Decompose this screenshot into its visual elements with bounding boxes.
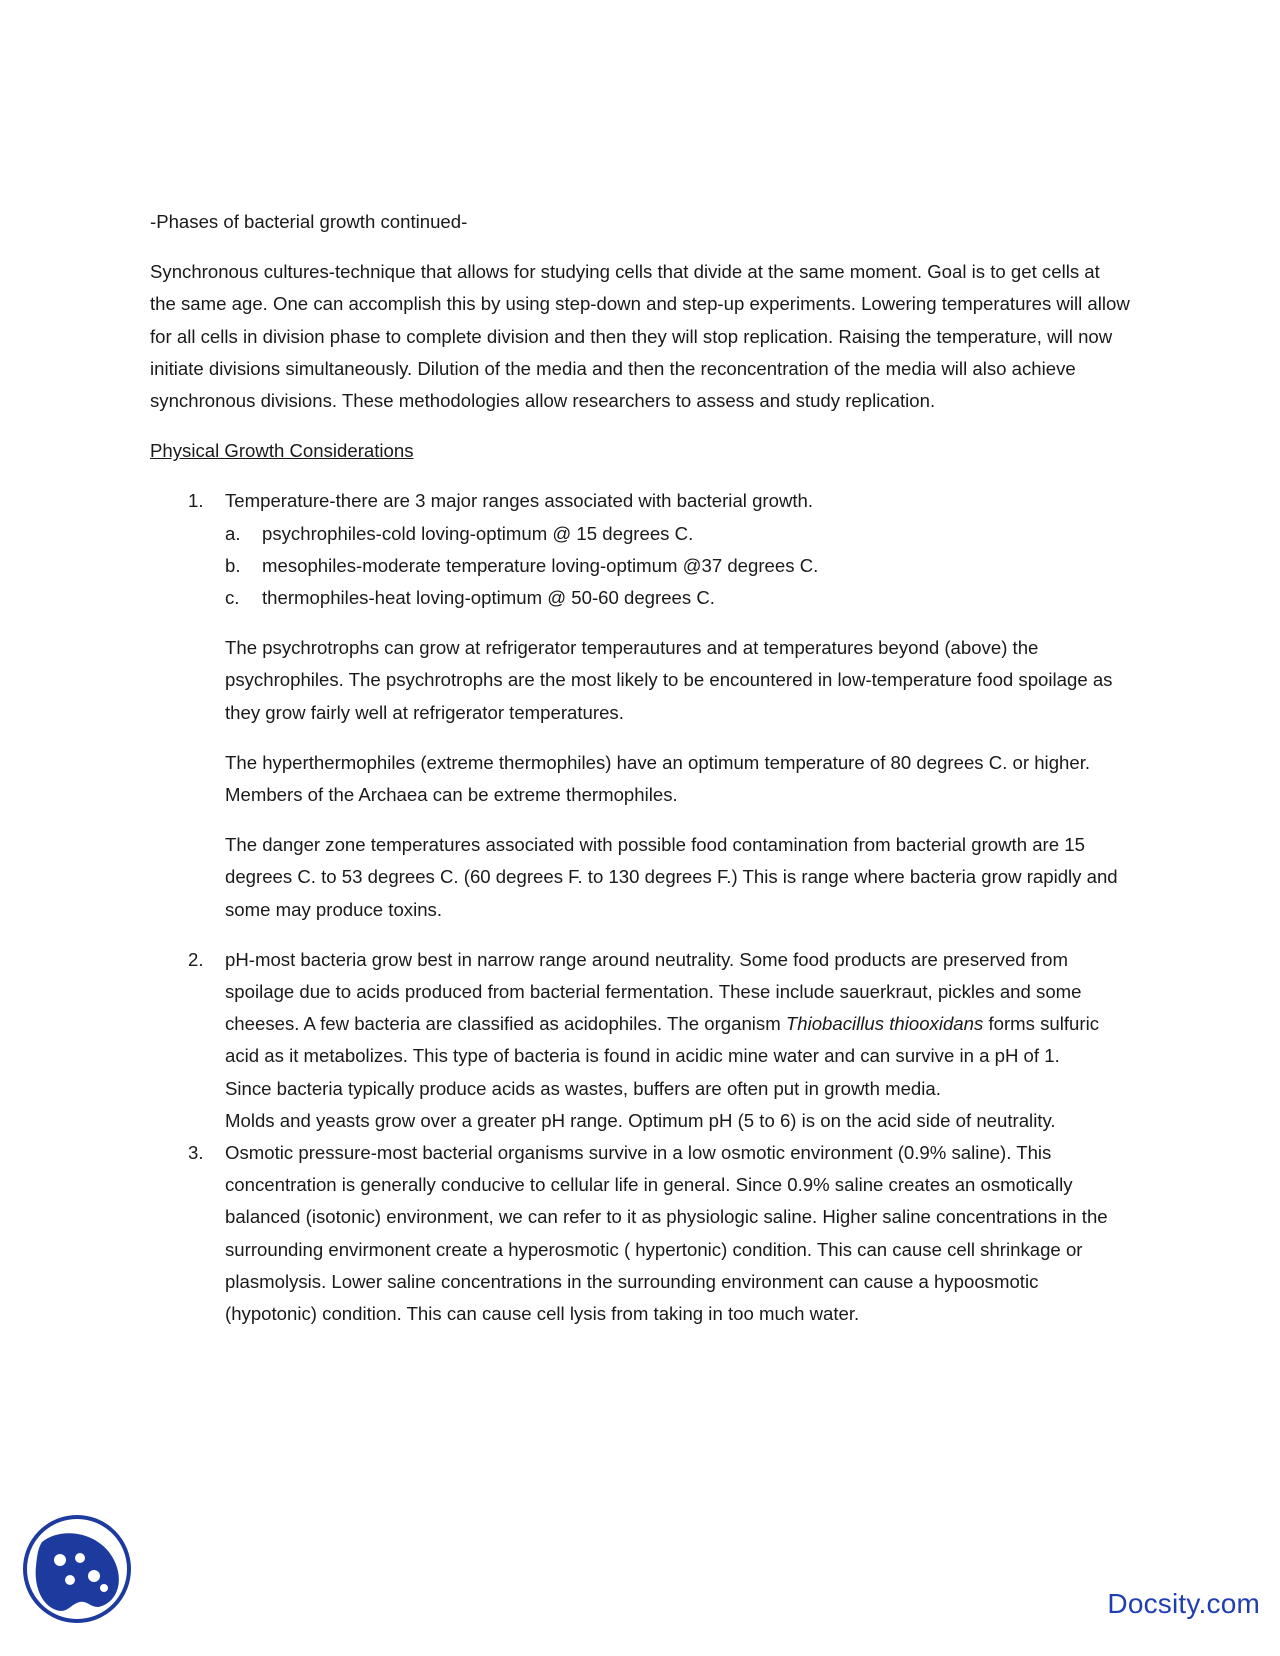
list-item-text: Temperature-there are 3 major ranges associated with bacterial growth. — [225, 490, 814, 512]
docsity-brand-link[interactable]: Docsity.com — [1107, 1588, 1260, 1619]
list-item-text — [225, 944, 1130, 1073]
sub-item-thermophiles — [225, 582, 1130, 614]
list-item-temperature — [150, 485, 1130, 925]
sub-item-text: thermophiles-heat loving-optimum @ 50-60 degrees C. — [262, 587, 715, 609]
ph-buffers-line: Since bacteria typically produce acids as wastes, buffers are often put in growth media. — [225, 1077, 941, 1099]
organism-name: Thiobacillus thiooxidans — [785, 1013, 984, 1035]
sub-item-letter: c. — [225, 587, 240, 609]
document-content — [150, 206, 1130, 1330]
ph-text-after: forms sulfuric acid as it metabolizes. This type of bacteria is found in acidic mine water and can survive in a pH of 1. — [225, 1013, 1100, 1067]
page-subtitle: -Phases of bacterial growth continued- — [150, 211, 468, 232]
list-number: 2. — [188, 948, 204, 970]
list-item-text: Osmotic pressure-most bacterial organisms survive in a low osmotic environment (0.9% saline). This concentration is generally conducive to cellular life in general. Since 0.9% saline creates an osmotically balanced (isotonic) environment, we can refer to it as physiologic saline. Higher saline concentrations in the surrounding envirmonent create a hyperosmotic ( hypertonic) condition. This can cause cell shrinkage or plasmolysis. Lower saline concentrations in the surrounding environment can cause a hypoosmotic (hypotonic) condition. This can cause cell lysis from taking in too much water. — [225, 1142, 1108, 1325]
list-item-osmotic-pressure — [150, 1137, 1130, 1330]
section-heading: Physical Growth Considerations — [150, 440, 414, 462]
list-item-ph — [150, 944, 1130, 1137]
sub-item-text: mesophiles-moderate temperature loving-optimum @37 degrees C. — [262, 554, 819, 576]
sub-item-letter: b. — [225, 554, 241, 576]
temperature-ranges-list — [225, 518, 1130, 615]
ph-text-before: pH-most bacteria grow best in narrow range around neutrality. Some food products are preserved from spoilage due to acids produced from bacterial fermentation. These include sauerkraut, pickles and some cheeses. A few bacteria are classified as acidophiles. The organism — [225, 948, 1082, 1035]
list-number: 1. — [188, 490, 204, 512]
considerations-list — [150, 485, 1130, 1330]
sub-item-text: psychrophiles-cold loving-optimum @ 15 degrees C. — [262, 522, 694, 544]
ph-molds-line: Molds and yeasts grow over a greater pH range. Optimum pH (5 to 6) is on the acid side of neutrality. — [225, 1109, 1056, 1131]
sub-item-mesophiles — [225, 550, 1130, 582]
list-number: 3. — [188, 1142, 204, 1164]
sub-item-letter: a. — [225, 522, 241, 544]
note-psychrotrophs: The psychrotrophs can grow at refrigerator temperautures and at temperatures beyond (above) the psychrophiles. The psychrotrophs are the most likely to be encountered in low-temperature food spoilage as they grow fairly well at refrigerator temperatures. — [225, 637, 1113, 723]
intro-paragraph: Synchronous cultures-technique that allows for studying cells that divide at the same moment. Goal is to get cells at the same age. One can accomplish this by using step-down and step-up experiments. Lowering temperatures will allow for all cells in division phase to complete division and then they will stop replication. Raising the temperature, will now initiate divisions simultaneously. Dilution of the media and then the reconcentration of the media will also achieve synchronous divisions. These methodologies allow researchers to assess and study replication. — [150, 261, 1130, 412]
docsity-logo-icon[interactable] — [22, 1514, 132, 1624]
sub-item-psychrophiles — [225, 518, 1130, 550]
note-danger-zone: The danger zone temperatures associated with possible food contamination from bacterial growth are 15 degrees C. to 53 degrees C. (60 degrees F. to 130 degrees F.) This is range where bacteria grow rapidly and some may produce toxins. — [225, 834, 1118, 920]
note-hyperthermophiles: The hyperthermophiles (extreme thermophiles) have an optimum temperature of 80 degrees C. or higher. Members of the Archaea can be extreme thermophiles. — [225, 751, 1091, 806]
